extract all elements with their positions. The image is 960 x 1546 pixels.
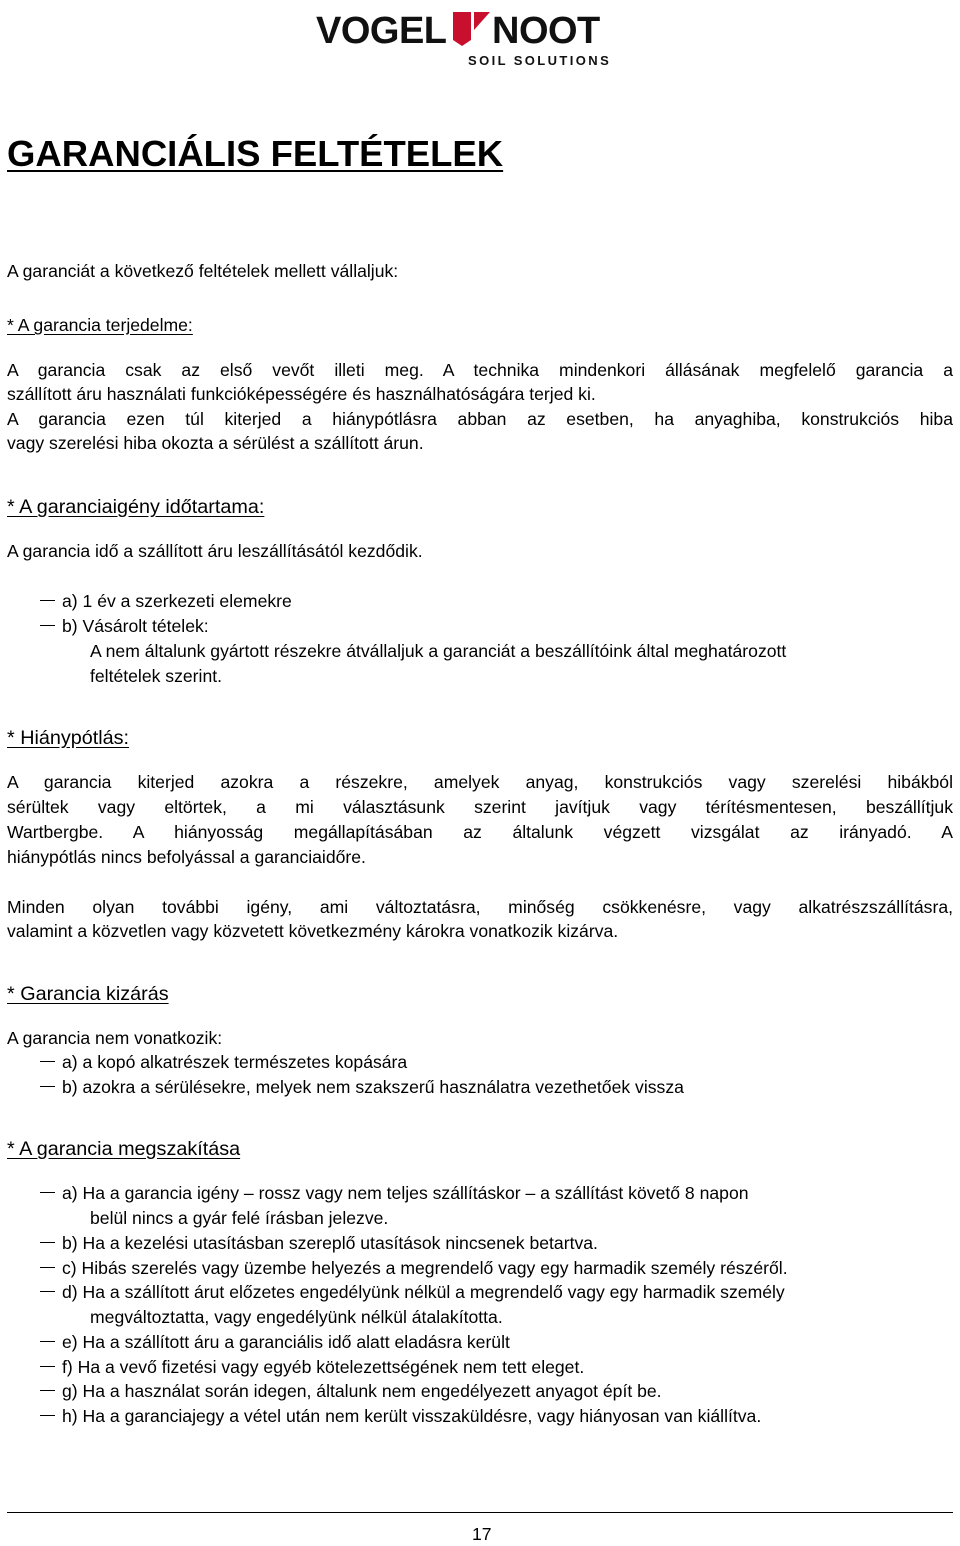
dash-bullet xyxy=(40,1366,55,1367)
dash-bullet xyxy=(40,1061,55,1062)
remedy-extra-line-2: valamint a közvetlen vagy közvetett következmény károkra vonatkozik kizárva. xyxy=(7,921,619,941)
termination-item-e: e) Ha a szállított áru a garanciális idő alatt eladásra került xyxy=(62,1332,510,1352)
dash-bullet xyxy=(40,1341,55,1342)
exclusion-heading: * Garancia kizárás xyxy=(7,983,169,1005)
termination-item-a: a) Ha a garancia igény – rossz vagy nem teljes szállításkor – a szállítást követő 8 napon xyxy=(62,1183,749,1203)
svg-text:NOOT: NOOT xyxy=(492,10,600,52)
remedy-extra-line-1: Minden olyan további igény, ami változtatásra, minőség csökkenésre, vagy alkatrészszállításra, xyxy=(7,897,953,917)
duration-sub-line-1: A nem általunk gyártott részekre átvállaljuk a garanciát a beszállítóink által meghatározott xyxy=(90,641,787,661)
termination-item-d-cont: megváltoztatta, vagy engedélyünk nélkül átalakította. xyxy=(90,1307,503,1327)
remedy-line-2: sérültek vagy eltörtek, a mi választásunk szerint javítjuk vagy térítésmentesen, beszállítjuk xyxy=(7,797,953,817)
duration-item-b: b) Vásárolt tételek: xyxy=(62,616,209,636)
svg-text:VOGEL: VOGEL xyxy=(316,10,447,52)
scope-line-2: szállított áru használati funkcióképességére és használhatóságára terjed ki. xyxy=(7,384,596,404)
dash-bullet xyxy=(40,1267,55,1268)
vogel-noot-logo xyxy=(316,8,648,68)
dash-bullet xyxy=(40,1291,55,1292)
exclusion-item-a: a) a kopó alkatrészek természetes kopására xyxy=(62,1052,408,1072)
dash-bullet xyxy=(40,600,55,601)
scope-line-4: vagy szerelési hiba okozta a sérülést a szállított árun. xyxy=(7,433,424,453)
dash-bullet xyxy=(40,1086,55,1087)
termination-item-a-cont: belül nincs a gyár felé írásban jelezve. xyxy=(90,1208,389,1228)
termination-item-d: d) Ha a szállított árut előzetes engedélyünk nélkül a megrendelő vagy egy harmadik személy xyxy=(62,1282,785,1302)
duration-text: A garancia idő a szállított áru leszállításától kezdődik. xyxy=(7,541,423,561)
intro-text: A garanciát a következő feltételek mellett vállaljuk: xyxy=(7,261,399,281)
scope-heading: * A garancia terjedelme: xyxy=(7,315,193,335)
duration-item-a: a) 1 év a szerkezeti elemekre xyxy=(62,591,292,611)
remedy-line-4: hiánypótlás nincs befolyással a garanciaidőre. xyxy=(7,847,366,867)
remedy-line-1: A garancia kiterjed azokra a részekre, amelyek anyag, konstrukciós vagy szerelési hibákból xyxy=(7,772,953,792)
dash-bullet xyxy=(40,1390,55,1391)
dash-bullet xyxy=(40,1192,55,1193)
duration-heading: * A garanciaigény időtartama: xyxy=(7,496,265,518)
termination-item-g: g) Ha a használat során idegen, általunk nem engedélyezett anyagot épít be. xyxy=(62,1381,662,1401)
footer-divider xyxy=(7,1512,953,1513)
page-number: 17 xyxy=(472,1524,492,1544)
logo-brand-mark xyxy=(453,12,471,46)
termination-item-c: c) Hibás szerelés vagy üzembe helyezés a megrendelő vagy egy harmadik személy részéről. xyxy=(62,1258,788,1278)
scope-line-3: A garancia ezen túl kiterjed a hiánypótlásra abban az esetben, ha anyaghiba, konstrukciós hiba xyxy=(7,409,953,429)
remedy-line-3: Wartbergbe. A hiányosság megállapításában az általunk végzett vizsgálat az irányadó. A xyxy=(7,822,953,842)
exclusion-item-b: b) azokra a sérülésekre, melyek nem szakszerű használatra vezethetőek vissza xyxy=(62,1077,684,1097)
page-title: GARANCIÁLIS FELTÉTELEK xyxy=(7,133,504,174)
svg-text:SOIL SOLUTIONS: SOIL SOLUTIONS xyxy=(468,53,612,68)
termination-item-b: b) Ha a kezelési utasításban szereplő utasítások nincsenek betartva. xyxy=(62,1233,598,1253)
dash-bullet xyxy=(40,1415,55,1416)
termination-item-h: h) Ha a garanciajegy a vétel után nem került visszaküldésre, vagy hiányosan van kiállítva. xyxy=(62,1406,762,1426)
dash-bullet xyxy=(40,1242,55,1243)
dash-bullet xyxy=(40,625,55,626)
remedy-heading: * Hiánypótlás: xyxy=(7,727,130,749)
scope-line-1: A garancia csak az első vevőt illeti meg. A technika mindenkori állásának megfelelő garancia a xyxy=(7,360,953,380)
exclusion-text: A garancia nem vonatkozik: xyxy=(7,1028,223,1048)
termination-item-f: f) Ha a vevő fizetési vagy egyéb kötelezettségének nem tett eleget. xyxy=(62,1357,585,1377)
termination-heading: * A garancia megszakítása xyxy=(7,1138,241,1160)
duration-sub-line-2: feltételek szerint. xyxy=(90,666,223,686)
